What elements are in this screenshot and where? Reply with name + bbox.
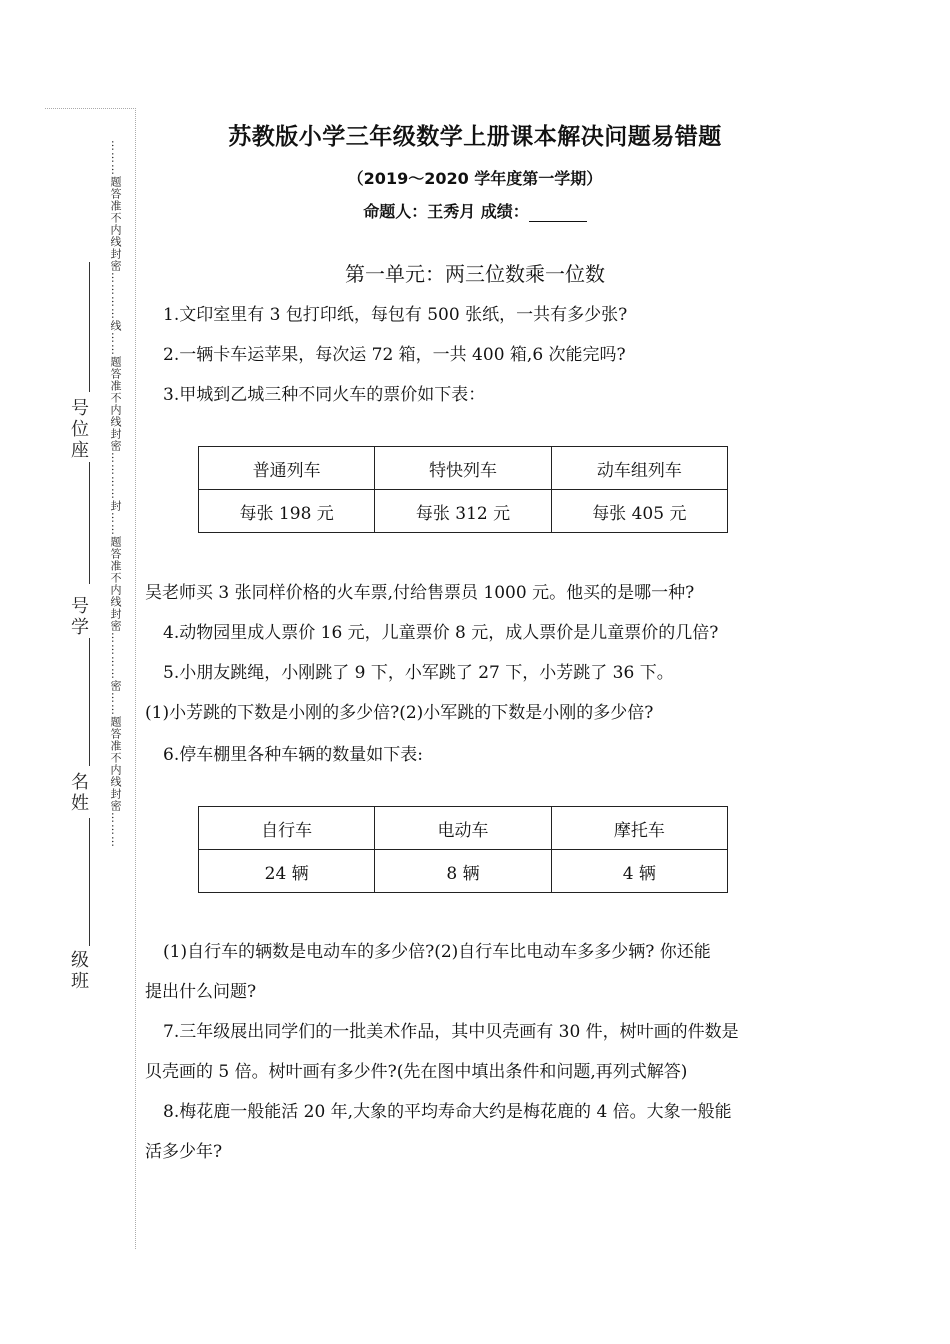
table-header-cell: 摩托车 bbox=[551, 807, 727, 850]
question-6-sub-line1: (1)自行车的辆数是电动车的多少倍?(2)自行车比电动车多多少辆? 你还能 bbox=[163, 942, 711, 962]
class-label: 级班 bbox=[71, 950, 89, 992]
question-3-followup: 吴老师买 3 张同样价格的火车票,付给售票员 1000 元。他买的是哪一种? bbox=[145, 583, 695, 603]
table-row bbox=[199, 807, 728, 850]
school-year-subtitle: （2019～2020 学年度第一学期） bbox=[347, 169, 603, 188]
question-7-line1: 7.三年级展出同学们的一批美术作品，其中贝壳画有 30 件，树叶画的件数是 bbox=[163, 1022, 739, 1042]
question-4: 4.动物园里成人票价 16 元，儿童票价 8 元，成人票价是儿童票价的几倍? bbox=[163, 623, 719, 643]
table-header-cell: 普通列车 bbox=[199, 447, 375, 490]
score-blank bbox=[529, 205, 587, 222]
binding-rule bbox=[89, 818, 90, 946]
question-3: 3.甲城到乙城三种不同火车的票价如下表： bbox=[163, 385, 486, 405]
ticket-price-table bbox=[198, 446, 728, 533]
question-5: 5.小朋友跳绳，小刚跳了 9 下，小军跳了 27 下，小芳跳了 36 下。 bbox=[163, 663, 674, 683]
table-header-cell: 电动车 bbox=[375, 807, 551, 850]
seal-line-text: ………题答准不内线封密…………线……题答准不内线封密…………封……题答准不内线封密…………密……题答准不内线封密……… bbox=[109, 140, 122, 848]
author-score-line bbox=[0, 199, 950, 222]
table-header-cell: 动车组列车 bbox=[551, 447, 727, 490]
table-cell: 4 辆 bbox=[551, 850, 727, 893]
page-title: 苏教版小学三年级数学上册课本解决问题易错题 bbox=[228, 123, 722, 150]
student-id-label: 号学 bbox=[71, 596, 89, 638]
table-row bbox=[199, 490, 728, 533]
question-8-line1: 8.梅花鹿一般能活 20 年,大象的平均寿命大约是梅花鹿的 4 倍。大象一般能 bbox=[163, 1102, 732, 1122]
question-2: 2.一辆卡车运苹果，每次运 72 箱，一共 400 箱,6 次能完吗? bbox=[163, 345, 626, 365]
table-cell: 8 辆 bbox=[375, 850, 551, 893]
unit-title: 第一单元：两三位数乘一位数 bbox=[345, 262, 605, 286]
question-1: 1.文印室里有 3 包打印纸，每包有 500 张纸，一共有多少张? bbox=[163, 305, 628, 325]
table-row bbox=[199, 850, 728, 893]
table-cell: 每张 198 元 bbox=[199, 490, 375, 533]
name-label: 名姓 bbox=[71, 772, 89, 814]
table-cell: 24 辆 bbox=[199, 850, 375, 893]
vehicle-count-table bbox=[198, 806, 728, 893]
binding-rule bbox=[89, 638, 90, 766]
seat-number-label: 号位座 bbox=[71, 398, 89, 461]
question-6: 6.停车棚里各种车辆的数量如下表: bbox=[163, 745, 423, 765]
table-header-cell: 特快列车 bbox=[375, 447, 551, 490]
question-8-line2: 活多少年? bbox=[145, 1142, 223, 1162]
binding-rule bbox=[89, 462, 90, 584]
table-cell: 每张 405 元 bbox=[551, 490, 727, 533]
question-6-sub-line2: 提出什么问题? bbox=[145, 982, 257, 1002]
table-row bbox=[199, 447, 728, 490]
question-7-line2: 贝壳画的 5 倍。树叶画有多少件?(先在图中填出条件和问题,再列式解答) bbox=[145, 1062, 688, 1082]
table-header-cell: 自行车 bbox=[199, 807, 375, 850]
question-5-sub: (1)小芳跳的下数是小刚的多少倍?(2)小军跳的下数是小刚的多少倍? bbox=[145, 703, 654, 723]
table-cell: 每张 312 元 bbox=[375, 490, 551, 533]
author-score-text: 命题人：王秀月 成绩： bbox=[363, 202, 529, 221]
